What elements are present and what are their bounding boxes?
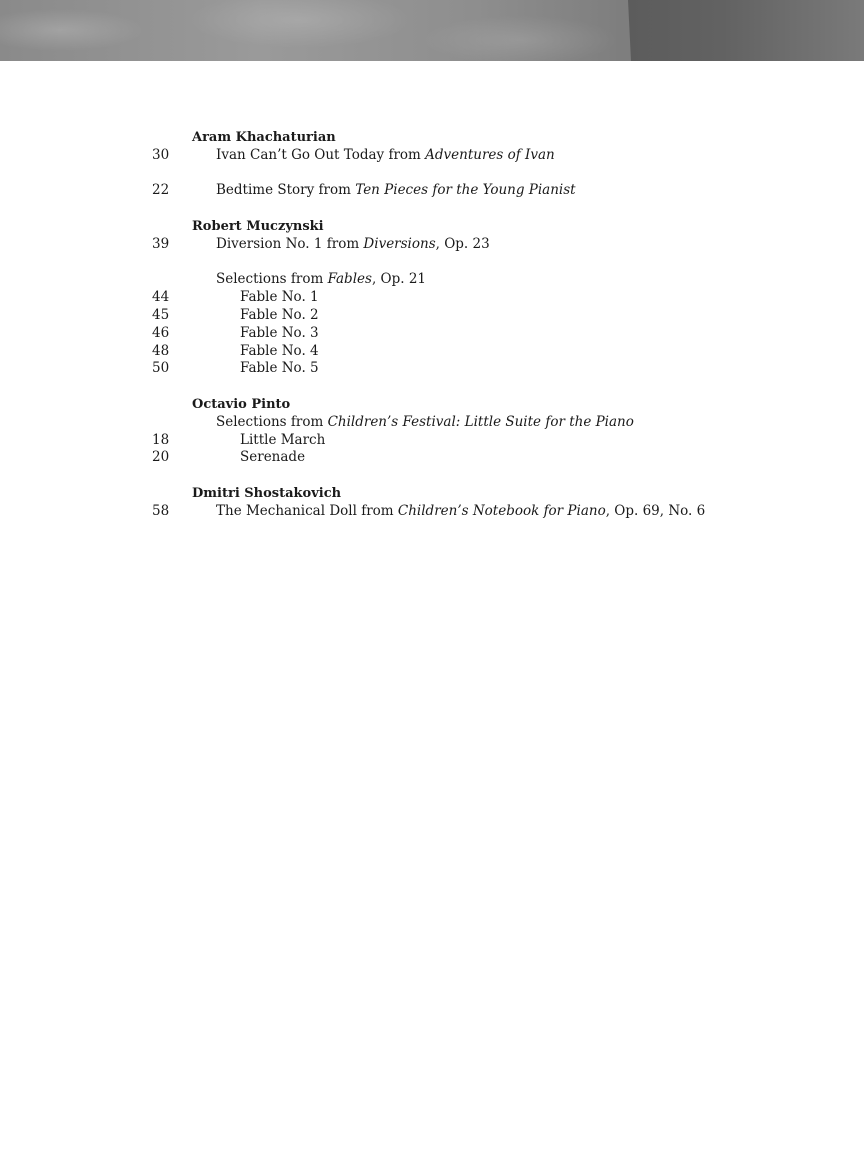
table-of-contents: [0, 129, 864, 521]
piece-title: Bedtime Story from Ten Pieces for the Young Pianist: [216, 182, 576, 199]
composer-name: Robert Muczynski: [192, 218, 324, 234]
source-title: Children’s Festival: Little Suite for the Piano: [327, 413, 634, 430]
composer-name: Octavio Pinto: [192, 396, 291, 412]
selections-heading: [0, 414, 864, 432]
source-title: Ten Pieces for the Young Pianist: [355, 182, 576, 199]
page-number: 22: [152, 182, 170, 199]
piece-title: Ivan Can’t Go Out Today from Adventures of Ivan: [216, 146, 555, 163]
page-number: 48: [152, 342, 170, 359]
toc-entry: [0, 449, 864, 467]
composer-row: [0, 218, 864, 236]
composer-name: Aram Khachaturian: [192, 130, 336, 145]
toc-entry: [0, 236, 864, 254]
piece-title: Little March: [240, 431, 326, 448]
piece-title: Diversion No. 1 from Diversions, Op. 23: [216, 235, 490, 252]
piece-title: Fable No. 1: [240, 289, 319, 306]
header-band: [0, 0, 864, 61]
page-number: 58: [152, 502, 170, 519]
page-number: 45: [152, 306, 170, 323]
composer-row: [0, 129, 864, 147]
toc-entry: [0, 307, 864, 325]
toc-entry: [0, 503, 864, 521]
source-title: Fables: [327, 271, 372, 288]
source-title: Children’s Notebook for Piano: [397, 502, 606, 519]
composer-name: Dmitri Shostakovich: [192, 485, 342, 501]
piece-title: Serenade: [240, 449, 306, 466]
header-band-dark-panel: [628, 0, 864, 61]
selections-title: Selections from Children’s Festival: Little Suite for the Piano: [216, 413, 634, 430]
toc-entry: [0, 432, 864, 450]
toc-entry: [0, 343, 864, 361]
piece-title: The Mechanical Doll from Children’s Notebook for Piano, Op. 69, No. 6: [216, 502, 706, 519]
selections-heading: [0, 271, 864, 289]
page-number: 44: [152, 289, 170, 306]
toc-entry: [0, 182, 864, 200]
piece-title: Fable No. 2: [240, 306, 319, 323]
page-number: 18: [152, 431, 170, 448]
toc-entry: [0, 325, 864, 343]
source-title: Adventures of Ivan: [425, 146, 555, 163]
toc-entry: [0, 360, 864, 378]
piece-title: Fable No. 3: [240, 324, 319, 341]
page-number: 50: [152, 360, 170, 377]
piece-title: Fable No. 5: [240, 360, 319, 377]
toc-entry: [0, 147, 864, 165]
source-title: Diversions: [363, 235, 436, 252]
toc-entry: [0, 289, 864, 307]
composer-row: [0, 485, 864, 503]
piece-title: Fable No. 4: [240, 342, 319, 359]
page-number: 30: [152, 146, 170, 163]
selections-title: Selections from Fables, Op. 21: [216, 271, 427, 288]
page-number: 20: [152, 449, 170, 466]
composer-row: [0, 396, 864, 414]
page-number: 39: [152, 235, 170, 252]
page-number: 46: [152, 324, 170, 341]
